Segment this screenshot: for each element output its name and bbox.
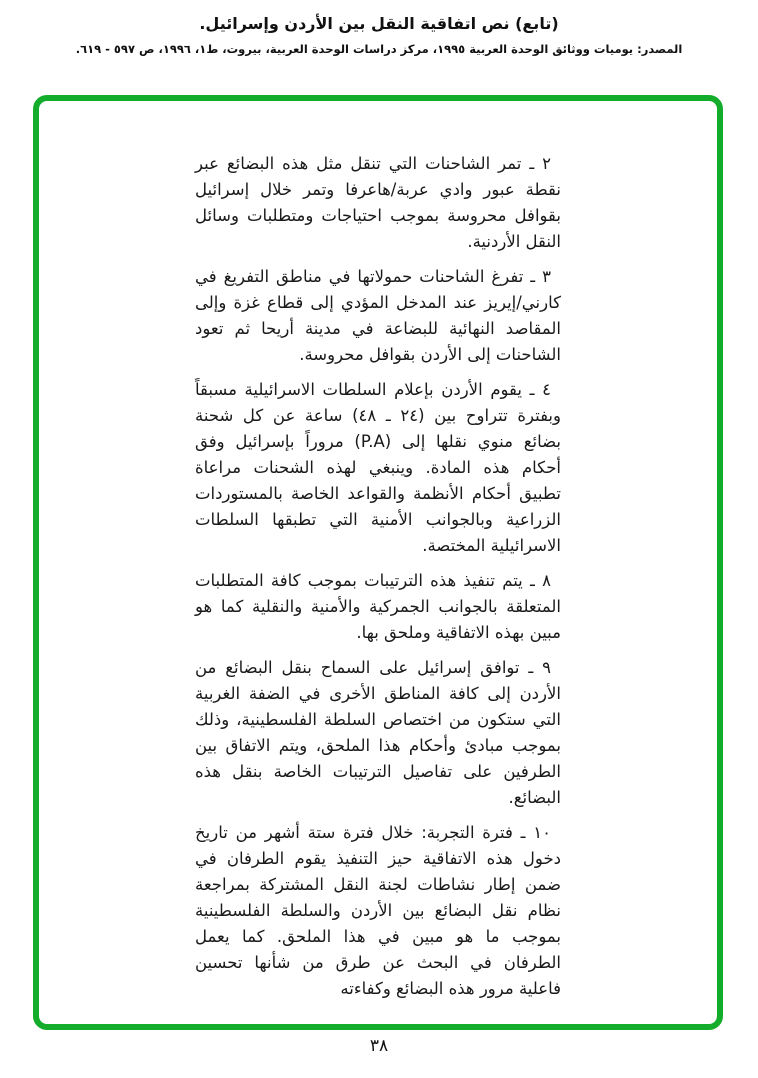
green-content-frame xyxy=(33,95,723,1030)
paragraph-10: ١٠ ـ فترة التجربة: خلال فترة ستة أشهر من تاريخ دخول هذه الاتفاقية حيز التنفيذ يقوم الطرفان في ضمن إطار نشاطات لجنة النقل المشتركة بمراجعة نظام نقل البضائع بين الأردن والسلطة الفلسطينية بموجب ما هو مبين في هذا الملحق. كما يعمل الطرفان في البحث عن طرق من شأنها تحسين فاعلية مرور هذه البضائع وكفاءته xyxy=(195,823,561,998)
text-column xyxy=(195,151,561,1002)
paragraph-4: ٤ ـ يقوم الأردن بإعلام السلطات الاسرائيلية مسبقاً وبفترة تتراوح بين (٢٤ ـ ٤٨) ساعة عن كل شحنة بضائع منوي نقلها إلى (P.A) مروراً بإسرائيل وفق أحكام هذه المادة. وينبغي لهذه الشحنات مراعاة تطبيق أحكام الأنظمة والقواعد الخاصة بالمستوردات الزراعية وبالجوانب الأمنية التي تطبقها السلطات الاسرائيلية المختصة. xyxy=(195,380,561,555)
paragraph-3: ٣ ـ تفرغ الشاحنات حمولاتها في مناطق التفريغ في كارني/إيريز عند المدخل المؤدي إلى قطاع غزة وإلى المقاصد النهائية للبضاعة في مدينة أريحا ثم تعود الشاحنات إلى الأردن بقوافل محروسة. xyxy=(195,267,561,364)
page-footer xyxy=(0,1036,758,1056)
document-title: (تابع) نص اتفاقية النقل بين الأردن وإسرائيل. xyxy=(199,14,559,33)
page-number: ٣٨ xyxy=(369,1036,389,1056)
source-citation: المصدر: يوميات ووثائق الوحدة العربية ١٩٩٥، مركز دراسات الوحدة العربية، بيروت، ط١، ١٩٩٦، ص ٥٩٧ - ٦١٩. xyxy=(75,42,683,56)
paragraph-9: ٩ ـ توافق إسرائيل على السماح بنقل البضائع من الأردن إلى كافة المناطق الأخرى في الضفة الغربية التي ستكون من اختصاص السلطة الفلسطينية، وذلك بموجب مبادئ وأحكام هذا الملحق، ويتم الاتفاق بين الطرفين على تفاصيل الترتيبات الخاصة بنقل هذه البضائع. xyxy=(195,658,561,807)
paragraph-8: ٨ ـ يتم تنفيذ هذه الترتيبات بموجب كافة المتطلبات المتعلقة بالجوانب الجمركية والأمنية والنقلية كما هو مبين بهذه الاتفاقية وملحق بها. xyxy=(195,571,561,642)
page-header xyxy=(0,12,758,58)
paragraph-2: ٢ ـ تمر الشاحنات التي تنقل مثل هذه البضائع عبر نقطة عبور وادي عربة/هاعرفا وتمر خلال إسرائيل بقوافل محروسة بموجب احتياجات ومتطلبات وسائل النقل الأردنية. xyxy=(195,154,561,251)
